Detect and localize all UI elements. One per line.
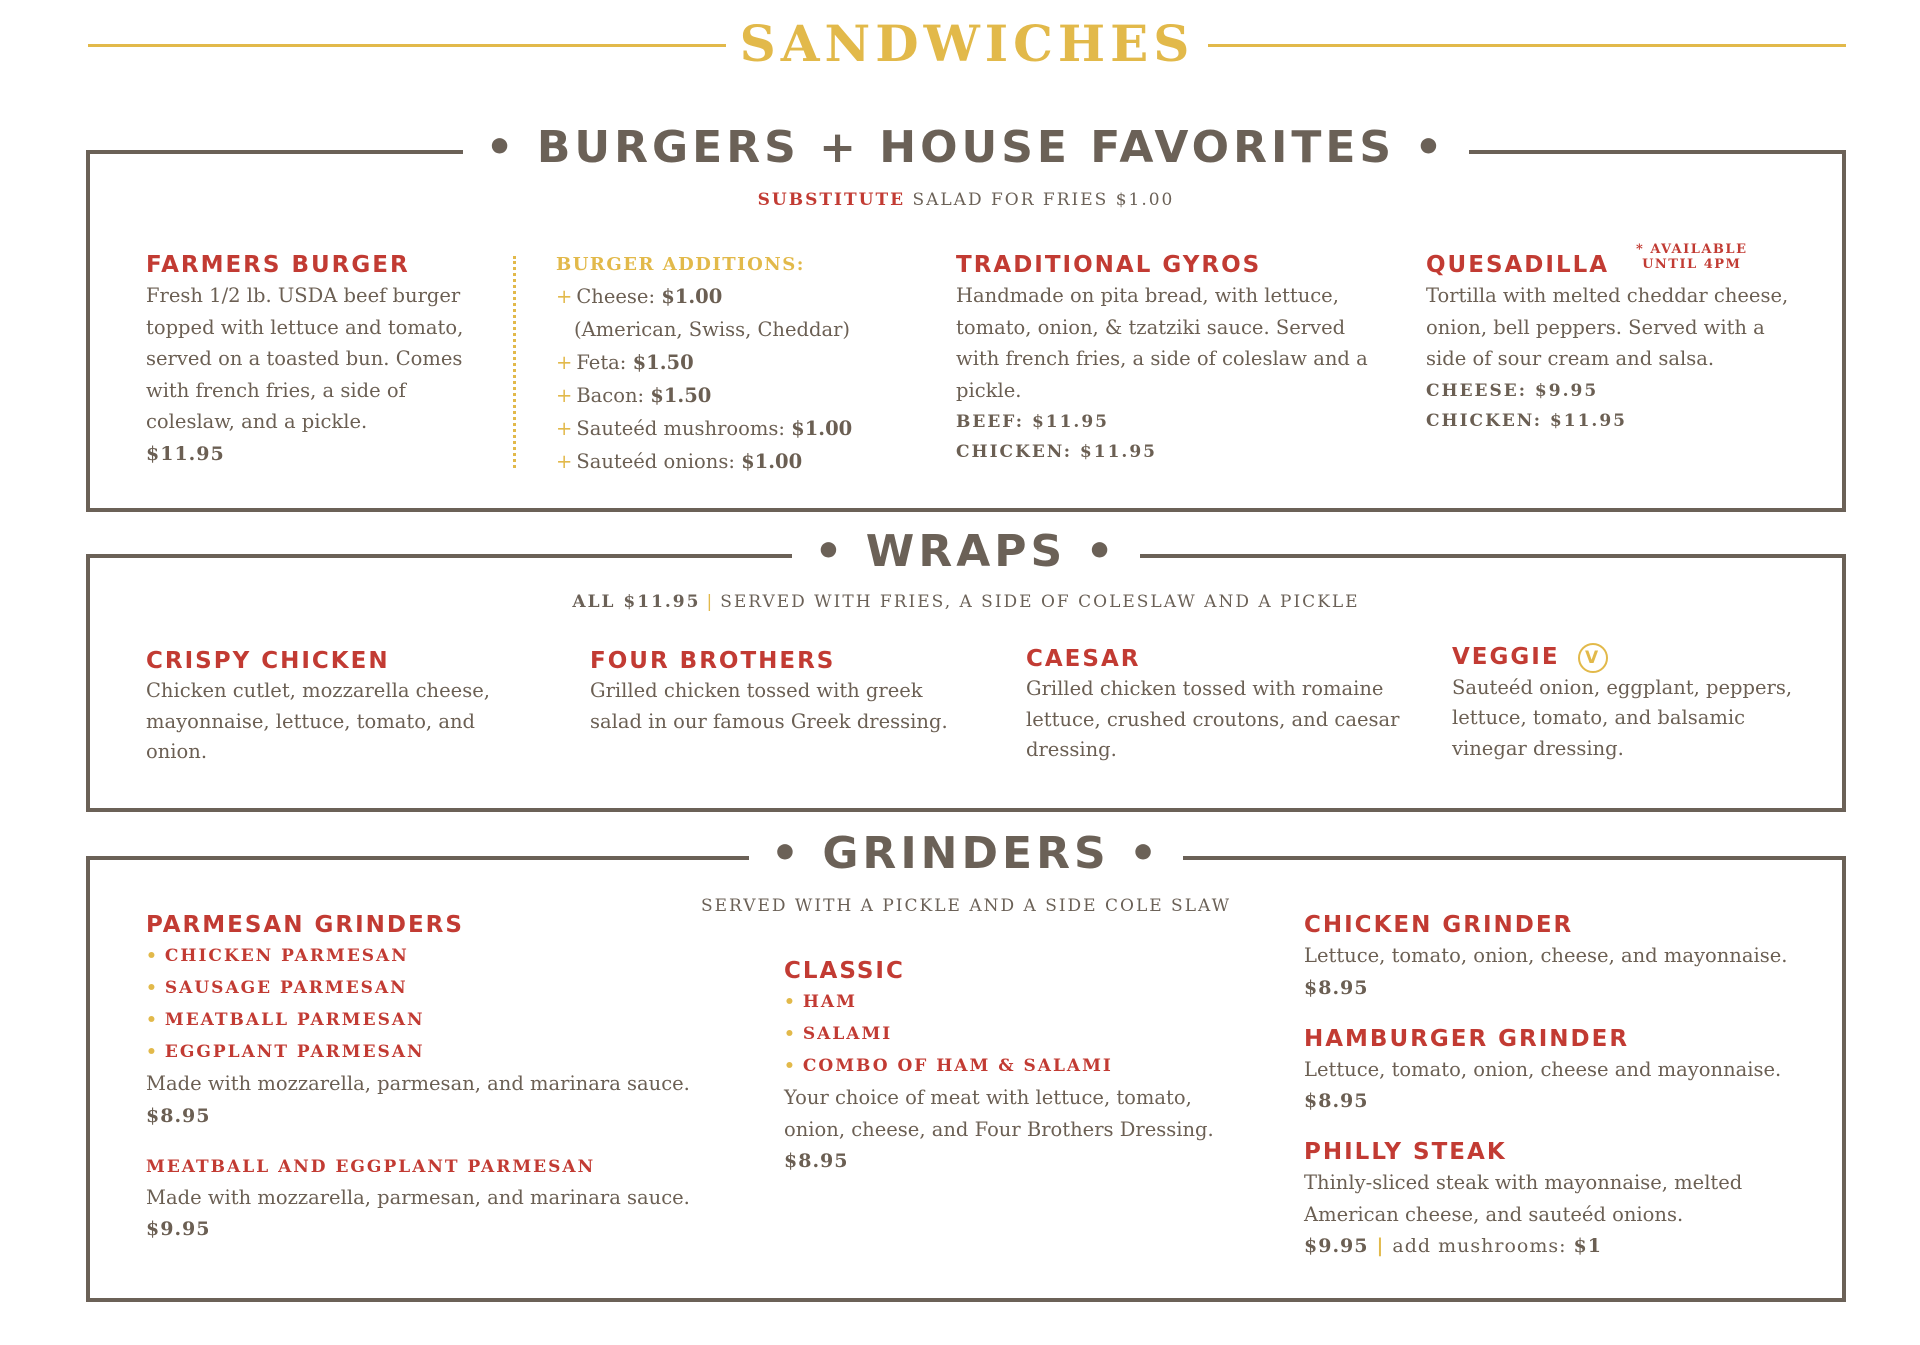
addition-cheese-types: (American, Swiss, Cheddar) — [574, 318, 851, 341]
wrap-veggie-name-row — [1452, 642, 1812, 673]
wraps-heading-wrap — [90, 524, 1842, 580]
parmesan-grinders-desc: Made with mozzarella, parmesan, and marinara sauce. — [146, 1072, 690, 1095]
substitute-text: SALAD FOR FRIES $1.00 — [905, 190, 1175, 210]
philly-steak-desc: Thinly-sliced steak with mayonnaise, melted American cheese, and sauteéd onions. — [1304, 1171, 1743, 1226]
gyros-desc: Handmade on pita bread, with lettuce, tomato, onion, & tzatziki sauce. Served with french fries, a side of coleslaw and a pickle. — [956, 284, 1368, 402]
hamburger-grinder-desc: Lettuce, tomato, onion, cheese and mayonnaise. — [1304, 1057, 1782, 1081]
bullet-item: • COMBO OF HAM & SALAMI — [784, 1056, 1113, 1076]
page-header — [88, 12, 1846, 76]
farmers-burger-name: FARMERS BURGER — [146, 252, 410, 278]
burgers-subtitle — [90, 190, 1842, 210]
quesadilla-cheese-price: CHEESE: $9.95 — [1426, 380, 1599, 401]
wraps-heading: • WRAPS • — [792, 524, 1139, 580]
philly-steak-price-row — [1304, 1230, 1814, 1262]
quesadilla-item — [1426, 242, 1796, 437]
wraps-served-with: SERVED WITH FRIES, A SIDE OF COLESLAW AND A PICKLE — [720, 592, 1360, 612]
grinders-right-column — [1304, 910, 1814, 1262]
philly-addon-label: add mushrooms: — [1392, 1235, 1574, 1257]
parmesan-grinders-name: PARMESAN GRINDERS — [146, 912, 464, 938]
additions-divider — [513, 256, 516, 468]
bullet-item: • MEATBALL PARMESAN — [146, 1010, 425, 1030]
chicken-grinder-desc: Lettuce, tomato, onion, cheese, and mayonnaise. — [1304, 944, 1788, 967]
quesadilla-chicken-price: CHICKEN: $11.95 — [1426, 410, 1627, 431]
classic-price: $8.95 — [784, 1150, 849, 1172]
philly-divider: | — [1376, 1235, 1385, 1257]
bullet-item: • SAUSAGE PARMESAN — [146, 978, 408, 998]
page-title: SANDWICHES — [739, 14, 1195, 73]
gyros-beef-price: BEEF: $11.95 — [956, 412, 1110, 432]
classic-desc: Your choice of meat with lettuce, tomato, onion, cheese, and Four Brothers Dressing. — [784, 1086, 1214, 1141]
addition-bacon: + Bacon: $1.50 — [556, 384, 712, 407]
wrap-four-brothers — [590, 646, 970, 737]
wrap-caesar — [1026, 644, 1406, 766]
addition-feta: + Feta: $1.50 — [556, 351, 694, 374]
gyros-chicken-price: CHICKEN: $11.95 — [956, 442, 1157, 462]
wrap-crispy-chicken — [146, 646, 526, 768]
wrap-desc: Sauteéd onion, eggplant, peppers, lettuce, tomato, and balsamic vinegar dressing. — [1452, 675, 1793, 760]
wraps-price: ALL $11.95 — [572, 592, 701, 612]
hamburger-grinder-name: HAMBURGER GRINDER — [1304, 1025, 1630, 1052]
farmers-burger-price: $11.95 — [146, 442, 225, 465]
wraps-subtitle — [90, 592, 1842, 612]
farmers-burger-item — [146, 250, 486, 470]
burger-additions — [556, 250, 886, 478]
parmesan-grinders-price: $8.95 — [146, 1104, 211, 1127]
grinders-subtitle: SERVED WITH A PICKLE AND A SIDE COLE SLAW — [700, 896, 1232, 916]
addition-mushrooms: + Sauteéd mushrooms: $1.00 — [556, 417, 853, 440]
gyros-item — [956, 250, 1376, 468]
wrap-name: VEGGIE — [1452, 644, 1560, 670]
meatball-eggplant-price: $9.95 — [146, 1218, 211, 1240]
meatball-eggplant-desc: Made with mozzarella, parmesan, and marinara sauce. — [146, 1185, 690, 1209]
vegetarian-icon: V — [1578, 643, 1608, 673]
quesadilla-availability-note: * AVAILABLE UNTIL 4PM — [1636, 242, 1748, 272]
classic-grinder — [784, 956, 1244, 1177]
wrap-desc: Chicken cutlet, mozzarella cheese, mayonnaise, lettuce, tomato, and onion. — [146, 679, 490, 763]
wrap-name: CAESAR — [1026, 646, 1141, 672]
burgers-heading: • BURGERS + HOUSE FAVORITES • — [463, 120, 1468, 176]
wrap-name: FOUR BROTHERS — [590, 648, 836, 674]
wraps-divider: | — [706, 592, 715, 612]
chicken-grinder-price: $8.95 — [1304, 976, 1369, 999]
addition-onions: + Sauteéd onions: $1.00 — [556, 450, 803, 473]
burger-additions-title: BURGER ADDITIONS: — [556, 254, 805, 275]
quesadilla-name: QUESADILLA — [1426, 252, 1610, 278]
quesadilla-desc: Tortilla with melted cheddar cheese, onion, bell peppers. Served with a side of sour cream and salsa. — [1426, 284, 1789, 370]
substitute-label: SUBSTITUTE — [757, 190, 906, 210]
farmers-burger-desc: Fresh 1/2 lb. USDA beef burger topped with lettuce and tomato, served on a toasted bun. Comes with french fries, a side of coleslaw, and a pickle. — [146, 284, 464, 433]
addition-cheese: + Cheese: $1.00 — [556, 285, 723, 308]
classic-name: CLASSIC — [784, 958, 905, 984]
hamburger-grinder-price: $8.95 — [1304, 1090, 1369, 1112]
philly-steak-price: $9.95 — [1304, 1235, 1369, 1257]
bullet-item: • HAM — [784, 992, 857, 1012]
philly-addon-price: $1 — [1573, 1235, 1602, 1257]
parmesan-grinders — [146, 910, 706, 1245]
chicken-grinder-name: CHICKEN GRINDER — [1304, 912, 1574, 938]
wraps-section — [86, 526, 1846, 812]
bullet-item: • SALAMI — [784, 1024, 893, 1044]
bullet-item: • CHICKEN PARMESAN — [146, 946, 409, 966]
meatball-eggplant-name: MEATBALL AND EGGPLANT PARMESAN — [146, 1156, 596, 1177]
title-rule-right — [1208, 44, 1846, 47]
gyros-name: TRADITIONAL GYROS — [956, 252, 1262, 278]
philly-steak-name: PHILLY STEAK — [1304, 1139, 1507, 1165]
grinders-heading-wrap — [90, 826, 1842, 882]
bullet-item: • EGGPLANT PARMESAN — [146, 1042, 425, 1062]
wrap-desc: Grilled chicken tossed with romaine lettuce, crushed croutons, and caesar dressing. — [1026, 677, 1400, 761]
grinders-section — [86, 828, 1846, 1302]
wrap-desc: Grilled chicken tossed with greek salad in our famous Greek dressing. — [590, 679, 948, 733]
burgers-heading-wrap — [90, 120, 1842, 176]
burgers-section — [86, 122, 1846, 512]
wrap-veggie — [1452, 642, 1812, 764]
grinders-heading: • GRINDERS • — [749, 826, 1183, 882]
wrap-name: CRISPY CHICKEN — [146, 648, 390, 674]
